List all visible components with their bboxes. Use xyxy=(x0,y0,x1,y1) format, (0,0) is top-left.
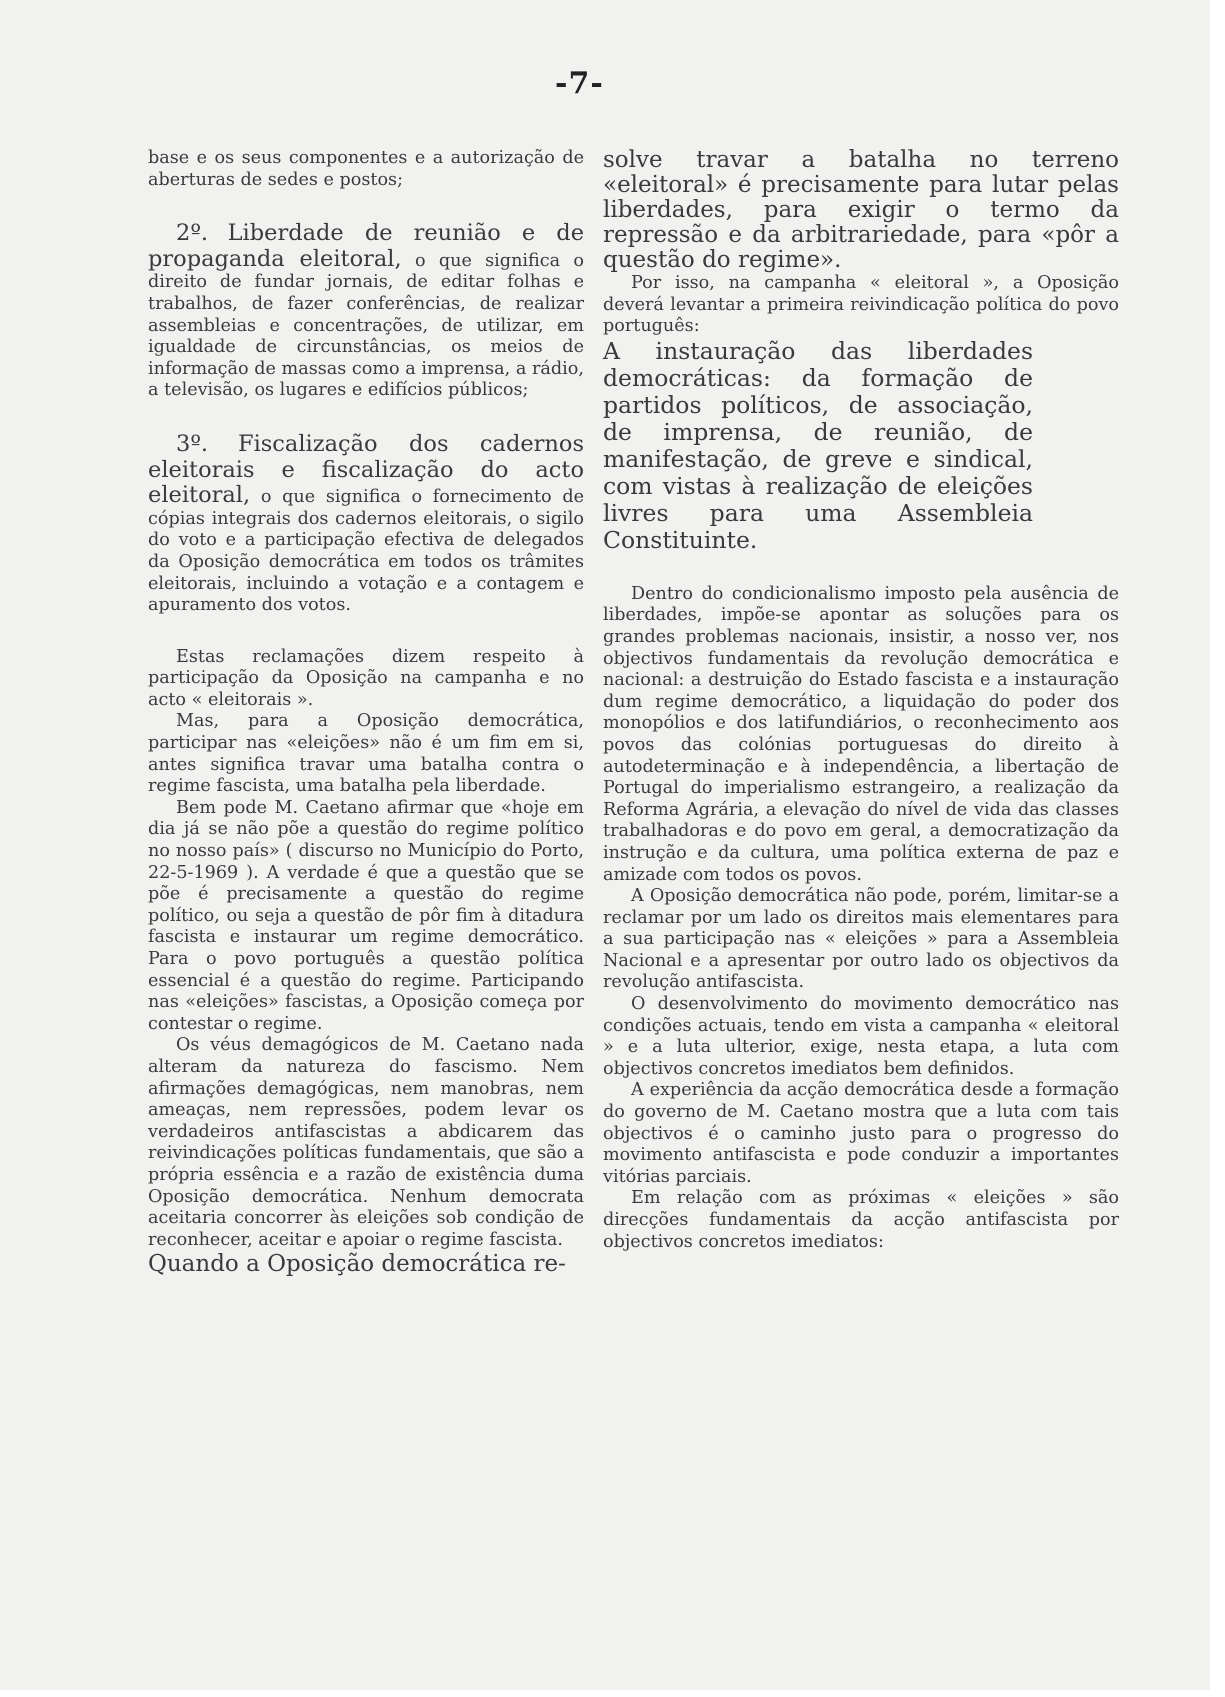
right-lead-paragraph: solve travar a batalha no terreno «eleitoral» é precisamente para lutar pelas liberdades, para exigir o termo da repressão e da arbitrariedade, para «pôr a questão do regime». xyxy=(603,147,1119,273)
page-number: -7- xyxy=(555,66,604,101)
closing-line: Quando a Oposição democrática re- xyxy=(148,1251,566,1278)
paragraph: Mas, para a Oposição democrática, participar nas «eleições» não é um fim em si, antes significa travar uma batalha contra o regime fascista, uma batalha pela liberdade. xyxy=(148,711,584,797)
paragraph: Estas reclamações dizem respeito à participação da Oposição na campanha e no acto « eleitorais ». xyxy=(148,646,584,710)
paragraph: Por isso, na campanha « eleitoral », a Oposição deverá levantar a primeira reivindicação política do povo português: xyxy=(603,273,1119,337)
item-2 xyxy=(148,221,584,402)
item-2-number: 2º. xyxy=(176,220,209,247)
paragraph: Os véus demagógicos de M. Caetano nada alteram da natureza do fascismo. Nem afirmações demagógicas, nem manobras, nem ameaças, nem repressões, podem levar os verdadeiros antifascistas a abdicarem das reivindicações políticas fundamentais, que são a própria essência e a razão de existência duma Oposição democrática. Nenhum democrata aceitaria concorrer às eleições sob condição de reconhecer, aceitar e apoiar o regime fascista. xyxy=(148,1035,584,1250)
key-demand-quote: A instauração das liberdades democráticas: da formação de partidos políticos, de associação, de imprensa, de reunião, de manifestação, de greve e sindical, com vistas à realização de eleições livres para uma Assembleia Constituinte. xyxy=(603,336,1033,554)
item-3 xyxy=(148,432,584,617)
paragraph: Dentro do condicionalismo imposto pela ausência de liberdades, impõe-se apontar as soluções para os grandes problemas nacionais, insistir, a nosso ver, nos objectivos fundamentais da revolução democrática e nacional: a destruição do Estado fascista e a instauração dum regime democrático, a liquidação do poder dos monopólios e dos latifundiários, o reconhecimento aos povos das colónias portuguesas do direito à autodeterminação e à independência, a libertação de Portugal do imperialismo estrangeiro, a realização da Reforma Agrária, a elevação do nível de vida das classes trabalhadoras e do povo em geral, a democratização da instrução e da cultura, uma política externa de paz e amizade com todos os povos. xyxy=(603,583,1119,885)
paragraph: Em relação com as próximas « eleições » são direcções fundamentais da acção antifascista por objectivos concretos imediatos: xyxy=(603,1188,1119,1252)
paragraph: A Oposição democrática não pode, porém, limitar-se a reclamar por um lado os direitos mais elementares para a sua participação nas « eleições » para a Assembleia Nacional e a apresentar por outro lado os objectivos da revolução antifascista. xyxy=(603,886,1119,993)
item-3-text: o que significa o fornecimento de cópias integrais dos cadernos eleitorais, o sigilo do voto e a participação efectiva de delegados da Oposição democrática em todos os trâmites eleitorais, incluindo a votação e a contagem e apuramento dos votos. xyxy=(148,487,584,616)
paragraph: Bem pode M. Caetano afirmar que «hoje em dia já se não põe a questão do regime político no nosso país» ( discurso no Município do Porto, 22-5-1969 ). A verdade é que a questão que se põe é precisamente a questão do regime político, ou seja a questão de pôr fim à ditadura fascista e instaurar um regime democrático. Para o povo português a questão política essencial é a questão do regime. Participando nas «eleições» fascistas, a Oposição começa por contestar o regime. xyxy=(148,797,584,1034)
paragraph: A experiência da acção democrática desde a formação do governo de M. Caetano mostra que a luta com tais objectivos é o caminho justo para o progresso do movimento antifascista e pode conduzir a importantes vitórias parciais. xyxy=(603,1080,1119,1187)
left-column xyxy=(148,148,584,1277)
item-3-number: 3º. xyxy=(176,430,209,457)
right-column xyxy=(603,148,1119,1253)
item-3-lead: Fiscalização dos cadernos eleitorais e fiscalização do acto eleitoral, xyxy=(148,430,585,509)
item-2-text: o que significa o direito de fundar jornais, de editar folhas e trabalhos, de fazer conferências, de realizar assembleias e concentrações, de utilizar, em igualdade de circunstâncias, os meios de informação de massas como a imprensa, a rádio, a televisão, os lugares e edifícios públicos; xyxy=(148,250,585,401)
item-2-lead: Liberdade de reunião e de propaganda eleitoral, xyxy=(148,220,585,272)
paragraph: O desenvolvimento do movimento democrático nas condições actuais, tendo em vista a campanha « eleitoral » e a luta ulterior, exige, nesta etapa, a luta com objectivos concretos imediatos bem definidos. xyxy=(603,994,1119,1079)
intro-paragraph: base e os seus componentes e a autorização de aberturas de sedes e postos; xyxy=(148,148,584,190)
